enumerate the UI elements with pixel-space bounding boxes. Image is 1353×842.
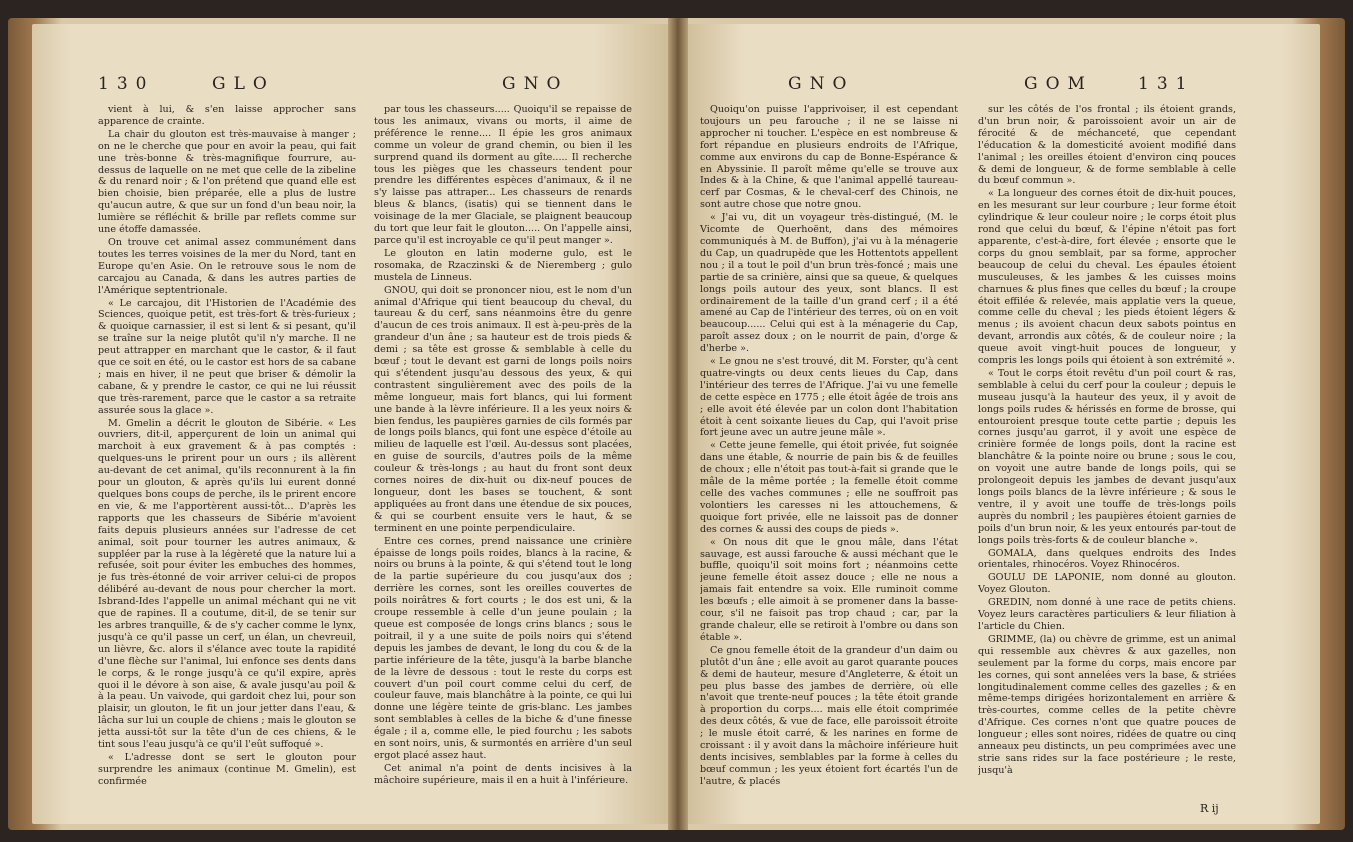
paragraph: Ce gnou femelle étoit de la grandeur d'un daim ou plutôt d'un âne ; elle avoit au garot quarante pouces & demi de hauteur, mesure d'Angleterre, & étoit un peu plus basse des jambes de derrière, où elle n'avoit que trente-neuf pouces ; la tête étoit grande à proportion du corps.... mais elle étoit comprimée des deux côtés, & vue de face, elle paroissoit étroite ; le musle étoit carré, & les narines en forme de croissant : il y avoit dans la mâchoire inférieure huit dents incisives, semblables par la forme à celles du bœuf commun ; les yeux étoient fort écartés l'un de l'autre, & placés: [700, 644, 958, 787]
book-gutter: [668, 18, 688, 830]
paragraph: « L'adresse dont se sert le glouton pour surprendre les animaux (continue M. Gmelin), est confirmée: [98, 751, 356, 787]
left-column-2: [374, 104, 632, 794]
paragraph: GRIMME, (la) ou chèvre de grimme, est un animal qui ressemble aux chèvres & aux gazelles, non seulement par la forme du corps, mais encore par les cornes, qui sont annelées vers la base, & striées longitudinalement comme celles des gazelles ; & en même-temps dirigées horizontalement en arrière & très-courtes, comme celles de la petite chèvre d'Afrique. Ces cornes n'ont que quatre pouces de longueur ; elles sont noires, ridées de quatre ou cinq anneaux peu distincts, un peu comprimées avec une strie sans rides sur la face postérieure ; le reste, jusqu'à: [978, 633, 1236, 776]
left-page: [32, 24, 672, 824]
paragraph: Le glouton en latin moderne gulo, est le rosomaka, de Rzaczinski & de Nieremberg ; gulo mustela de Linneus.: [374, 247, 632, 283]
paragraph: GNOU, qui doit se prononcer niou, est le nom d'un animal d'Afrique qui tient beaucoup du cheval, du taureau & du cerf, sans néanmoins être du genre d'aucun de ces trois animaux. Il est à-peu-près de la grandeur d'un âne ; sa hauteur est de trois pieds & demi ; sa tête est grosse & semblable à celle du bœuf ; tout le devant est garni de longs poils noirs qui s'étendent jusqu'au dessous des yeux, & qui contrastent singulièrement avec des poils de la même longueur, mais fort blancs, qui lui forment une bande à la lèvre inférieure. Il a les yeux noirs & bien fendus, les paupières garnies de cils formés par de longs poils blancs, qui font une espèce d'étoile au milieu de laquelle est l'œil. Au-dessus sont placées, en guise de sourcils, d'autres poils de la même couleur & très-longs ; au haut du front sont deux cornes noires de dix-huit ou dix-neuf pouces de longueur, dont les bases se touchent, & sont appliquées au front dans une étendue de six pouces, & qui se courbent ensuite vers le haut, & se terminent en une pointe perpendiculaire.: [374, 284, 632, 534]
paragraph: GOULU DE LAPONIE, nom donné au glouton. Voyez Glouton.: [978, 572, 1236, 596]
paragraph: vient à lui, & s'en laisse approcher sans apparence de crainte.: [98, 104, 356, 127]
paragraph: GREDIN, nom donné à une race de petits chiens. Voyez leurs caractères particuliers & leur filiation à l'article du Chien.: [978, 597, 1236, 632]
left-column-1: [98, 104, 356, 794]
right-head-keyword-1: GNO: [788, 74, 855, 94]
paragraph: On trouve cet animal assez communément dans toutes les terres voisines de la mer du Nord, tant en Europe qu'en Asie. On le retrouve sous le nom de carcajou au Canada, & dans les autres parties de l'Amérique septentrionale.: [98, 236, 356, 296]
paragraph: « J'ai vu, dit un voyageur très-distingué, (M. le Vicomte de Querhoënt, dans des mémoires communiqués à M. de Buffon), j'ai vu à la ménagerie du Cap, un quadrupède que les Hottentots appellent nou ; il a tout le poil d'un brun très-foncé ; mais une partie de sa crinière, ainsi que sa queue, & quelques longs poils autour des yeux, sont blancs. Il est ordinairement de la taille d'un grand cerf ; il a été amené au Cap de l'intérieur des terres, où on en voit beaucoup...... Celui qui est à la ménagerie du Cap, paroît assez doux ; on le nourrit de pain, d'orge & d'herbe ».: [700, 212, 958, 355]
paragraph: « Cette jeune femelle, qui étoit privée, fut soignée dans une étable, & nourrie de pain bis & de feuilles de choux ; elle n'étoit pas tout-à-fait si grande que le mâle de la même portée ; la femelle étoit comme celle des vaches communes ; elle ne souffroit pas volontiers les caresses ni les attouchemens, & quoique fort privée, elle ne laissoit pas de donner des cornes & aussi des coups de pieds ».: [700, 440, 958, 535]
signature-mark: R ij: [1200, 802, 1219, 815]
paragraph: par tous les chasseurs..... Quoiqu'il se repaisse de tous les animaux, vivans ou morts, il aime de préférence le renne.... Il épie les gros animaux comme un voleur de grand chemin, ou bien il les surprend quand ils dorment au gîte..... Il recherche tous les pièges que les chasseurs tendent pour prendre les différentes espèces d'animaux, & il ne s'y laisse pas attraper... Les chasseurs de renards bleus & blancs, (isatis) qui se tiennent dans le voisinage de la mer Glaciale, se plaignent beaucoup du tort que leur fait le glouton..... On l'appelle ainsi, parce qu'il est incroyable ce qu'il peut manger ».: [374, 104, 632, 246]
right-head-keyword-2: GOM: [1024, 74, 1093, 94]
paragraph: « On nous dit que le gnou mâle, dans l'état sauvage, est aussi farouche & aussi méchant que le buffle, quoiqu'il soit moins fort ; néanmoins cette jeune femelle étoit assez douce ; elle ne nous a jamais fait entendre sa voix. Elle ruminoit comme les bœufs ; elle aimoit à se promener dans la basse-cour, s'il ne faisoit pas trop chaud ; car, par la grande chaleur, elle se retiroit à l'ombre ou dans son étable ».: [700, 536, 958, 643]
right-column-1: [700, 104, 958, 794]
left-running-head: [32, 74, 672, 96]
paragraph: « Le carcajou, dit l'Historien de l'Académie des Sciences, quoique petit, est très-fort & très-furieux ; & quoique carnassier, il est si lent & si pesant, qu'il se traîne sur la neige plutôt qu'il n'y marche. Il ne peut attrapper en marchant que le castor, & il faut que ce soit en été, ou le castor est hors de sa cabane ; mais en hiver, il ne peut que briser & démolir la cabane, & y prendre le castor, ce qui ne lui réussit que très-rarement, parce que le castor a sa retraite assurée sous la glace ».: [98, 297, 356, 416]
paragraph: GOMALA, dans quelques endroits des Indes orientales, rhinocéros. Voyez Rhinocéros.: [978, 547, 1236, 571]
right-page: [680, 24, 1320, 824]
left-head-keyword-2: GNO: [502, 74, 569, 94]
paragraph: M. Gmelin a décrit le glouton de Sibérie. « Les ouvriers, dit-il, apperçurent de loin un animal qui marchoit à eux gravement & à pas comptés : quelques-uns le prirent pour un ours ; ils allèrent au-devant de cet animal, qu'ils reconnurent à la fin pour un glouton, & après qu'ils lui eurent donné quelques bons coups de perche, ils le prirent encore en vie, & me l'apportèrent aussi-tôt... D'après les rapports que les chasseurs de Sibérie m'avoient faits depuis plusieurs années sur l'adresse de cet animal, soit pour tourner les autres animaux, & suppléer par la ruse à la légèreté que la nature lui a refusée, soit pour éviter les embuches des hommes, je fus très-étonné de voir arriver celui-ci de propos délibéré au-devant de nous pour chercher la mort. Isbrand-Ides l'appelle un animal méchant qui ne vit que de rapines. Il a coutume, dit-il, de se tenir sur les arbres tranquille, & de s'y cacher comme le lynx, jusqu'à ce qu'il passe un cerf, un élan, un chevreuil, un lièvre, &c. alors il s'élance avec toute la rapidité d'une flèche sur l'animal, lui enfonce ses dents dans le corps, & le ronge jusqu'à ce qu'il expire, après quoi il le dévore à son aise, & avale jusqu'au poil & à la peau. Un vaivode, qui gardoit chez lui, pour son plaisir, un glouton, le fit un jour jetter dans l'eau, & lâcha sur lui un couple de chiens ; mais le glouton se jetta aussi-tôt sur la tête d'un de ces chiens, & le tint sous l'eau jusqu'à ce qu'il l'eût suffoqué ».: [98, 417, 356, 751]
paragraph: Cet animal n'a point de dents incisives à la mâchoire supérieure, mais il en a huit à l'inférieure.: [374, 762, 632, 786]
paragraph: « Tout le corps étoit revêtu d'un poil court & ras, semblable à celui du cerf pour la couleur ; depuis le museau jusqu'à la hauteur des yeux, il y avoit de longs poils rudes & hérissés en forme de brosse, qui entouroient presque toute cette partie ; depuis les cornes jusqu'au garrot, il y avoit une espèce de crinière formée de longs poils, dont la racine est blanchâtre & la pointe noire ou brune ; sous le cou, on voyoit une autre bande de longs poils, qui se prolongeoit depuis les jambes de devant jusqu'aux longs poils blancs de la lèvre inférieure ; & sous le ventre, il y avoit une touffe de très-longs poils auprès du nombril ; les paupières étoient garnies de poils d'un brun noir, & les yeux entourés par-tout de longs poils très-forts & de couleur blanche ».: [978, 367, 1236, 546]
right-running-head: [680, 74, 1320, 96]
paragraph: Entre ces cornes, prend naissance une crinière épaisse de longs poils roides, blancs à la racine, & noirs ou bruns à la pointe, & qui s'étend tout le long de la partie supérieure du cou jusqu'aux dos ; derrière les cornes, sont les oreilles couvertes de poils noirâtres & fort courts ; le dos est uni, & la croupe ressemble à celle d'un jeune poulain ; la queue est composée de longs crins blancs ; sous le poitrail, il y a une suite de poils noirs qui s'étend depuis les jambes de devant, le long du cou & de la partie inférieure de la tête, jusqu'à la barbe blanche de la lèvre de dessous : tout le reste du corps est couvert d'un poil court comme celui du cerf, de couleur fauve, mais blanchâtre à la pointe, ce qui lui donne une légère teinte de gris-blanc. Les jambes sont semblables à celles de la biche & d'une finesse égale ; il a, comme elle, le pied fourchu ; les sabots en sont noirs, unis, & surmontés en arrière d'un seul ergot placé assez haut.: [374, 535, 632, 761]
left-page-number: 130: [98, 74, 155, 94]
book-spread: [8, 18, 1345, 830]
left-head-keyword-1: GLO: [212, 74, 275, 94]
paragraph: « La longueur des cornes étoit de dix-huit pouces, en les mesurant sur leur courbure ; leur forme étoit cylindrique & leur couleur noire ; le corps étoit plus rond que celui du bœuf, & l'épine n'étoit pas fort apparente, c'est-à-dire, fort élevée ; ensorte que le corps du gnou semblait, par sa forme, approcher beaucoup de celui du cheval. Les épaules étoient musculeuses, & les jambes & les cuisses moins charnues & plus fines que celles du bœuf ; la croupe étoit effilée & relevée, mais applatie vers la queue, comme celle du cheval ; les pieds étoient légers & menus ; ils avoient chacun deux sabots pointus en devant, arrondis aux côtés, & de couleur noire ; la queue avoit vingt-huit pouces de longueur, y compris les longs poils qui étoient à son extrémité ».: [978, 188, 1236, 367]
right-page-number: 131: [1138, 74, 1195, 94]
paragraph: La chair du glouton est très-mauvaise à manger ; on ne le cherche que pour en avoir la peau, qui fait une très-bonne & très-magnifique fourrure, au-dessus de laquelle on ne met que celle de la zibeline & du renard noir ; & l'on prétend que quand elle est bien choisie, bien préparée, elle a plus de lustre qu'aucun autre, & que sur un fond d'un beau noir, la lumière se réfléchit & brille par reflets comme sur une étoffe damassée.: [98, 128, 356, 236]
paragraph: sur les côtés de l'os frontal ; ils étoient grands, d'un brun noir, & paroissoient avoir un air de férocité & de méchanceté, que cependant l'éducation & la domesticité avoient modifié dans l'animal ; les oreilles étoient d'environ cinq pouces & demi de longueur, & de forme semblable à celle du bœuf commun ».: [978, 104, 1236, 187]
paragraph: « Le gnou ne s'est trouvé, dit M. Forster, qu'à cent quatre-vingts ou deux cents lieues du Cap, dans l'intérieur des terres de l'Afrique. J'ai vu une femelle de cette espèce en 1775 ; elle étoit âgée de trois ans ; elle avoit été élevée par un colon dont l'habitation étoit à cent soixante lieues du Cap, qui l'avoit prise fort jeune avec un autre jeune mâle ».: [700, 356, 958, 439]
paragraph: Quoiqu'on puisse l'apprivoiser, il est cependant toujours un peu farouche ; il ne se laisse ni approcher ni toucher. L'espèce en est nombreuse & fort répandue en plusieurs endroits de l'Afrique, comme aux environs du cap de Bonne-Espérance & en Abyssinie. Il paroît même qu'elle se trouve aux Indes & à la Chine, & que l'animal appellé taureau-cerf par Cosmas, & le cheval-cerf des Chinois, ne sont autre chose que notre gnou.: [700, 104, 958, 211]
right-column-2: [978, 104, 1236, 794]
